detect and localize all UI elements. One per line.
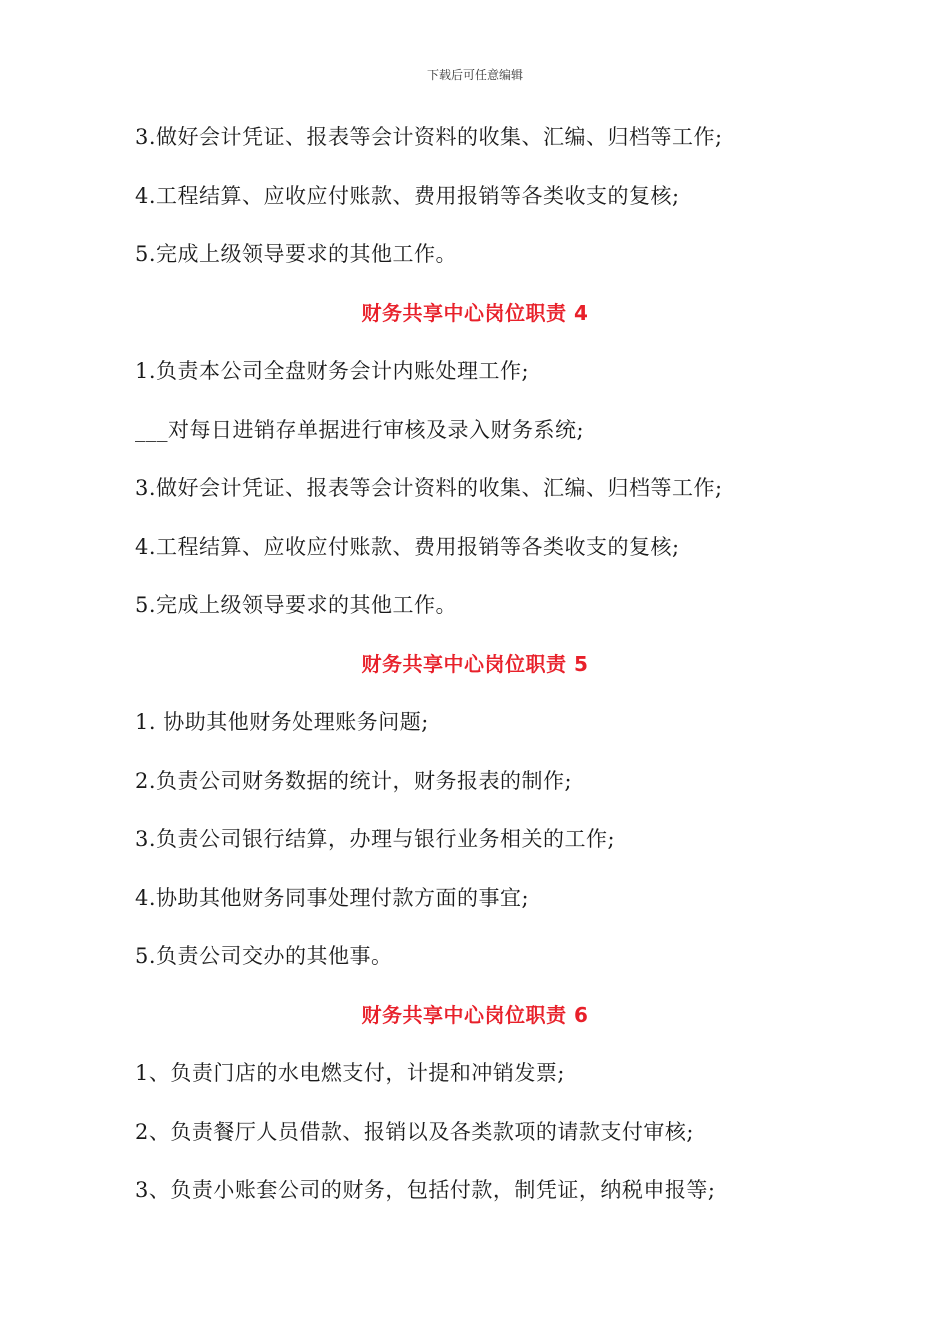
document-body: [135, 112, 835, 1224]
section-heading: 财务共享中心岗位职责 4: [361, 300, 589, 325]
list-item: 4.工程结算、应收应付账款、费用报销等各类收支的复核;: [135, 183, 680, 208]
list-item: 2、负责餐厅人员借款、报销以及各类款项的请款支付审核;: [135, 1119, 694, 1144]
list-item: 1.负责本公司全盘财务会计内账处理工作;: [135, 359, 530, 383]
section-heading: 财务共享中心岗位职责 5: [361, 651, 589, 676]
list-item: 3.负责公司银行结算，办理与银行业务相关的工作;: [135, 827, 616, 851]
list-item: ___对每日进销存单据进行审核及录入财务系统;: [135, 417, 585, 442]
list-item: 5.完成上级领导要求的其他工作。: [135, 242, 458, 266]
list-item: 1、负责门店的水电燃支付，计提和冲销发票;: [135, 1061, 565, 1085]
list-item: 5.负责公司交办的其他事。: [135, 944, 393, 968]
list-item: 3.做好会计凭证、报表等会计资料的收集、汇编、归档等工作;: [135, 125, 723, 149]
list-item: 1. 协助其他财务处理账务问题;: [135, 710, 429, 734]
list-item: 2.负责公司财务数据的统计，财务报表的制作;: [135, 768, 573, 793]
list-item: 4.协助其他财务同事处理付款方面的事宜;: [135, 885, 530, 910]
list-item: 4.工程结算、应收应付账款、费用报销等各类收支的复核;: [135, 534, 680, 559]
list-item: 3.做好会计凭证、报表等会计资料的收集、汇编、归档等工作;: [135, 476, 723, 500]
page-header: 下载后可任意编辑: [426, 68, 523, 82]
list-item: 3、负责小账套公司的财务，包括付款，制凭证，纳税申报等;: [135, 1178, 716, 1202]
section-heading: 财务共享中心岗位职责 6: [361, 1002, 589, 1027]
list-item: 5.完成上级领导要求的其他工作。: [135, 593, 458, 617]
